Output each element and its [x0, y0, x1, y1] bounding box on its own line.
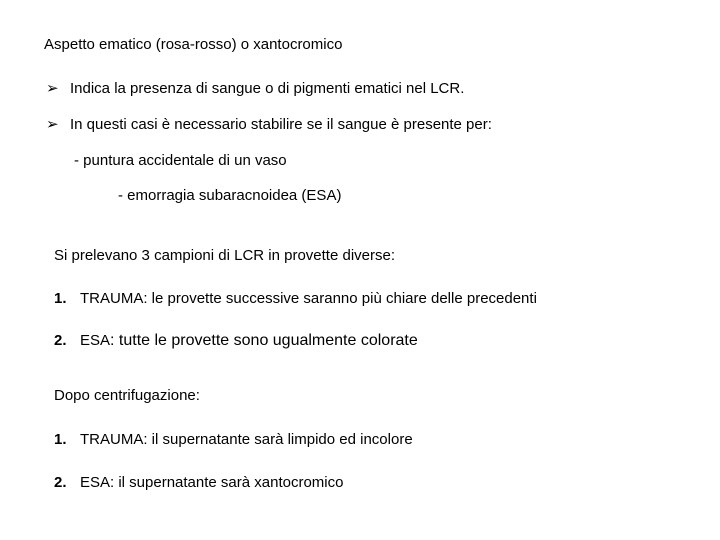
list-number: 1. — [54, 431, 67, 448]
list-number: 1. — [54, 290, 67, 307]
section2-item-2 — [54, 474, 343, 492]
sub-item-1: - puntura accidentale di un vaso — [74, 152, 287, 169]
list-text: : il supernatante sarà xantocromico — [110, 474, 344, 491]
arrow-bullet-icon: ➢ — [46, 80, 59, 97]
section2-intro: Dopo centrifugazione: — [54, 387, 200, 404]
section1-item-1 — [54, 290, 537, 308]
section2-item-1 — [54, 431, 413, 449]
list-label: TRAUMA — [80, 290, 144, 307]
bullet-text-1: Indica la presenza di sangue o di pigmenti ematici nel LCR. — [70, 80, 465, 97]
bullet-item-2 — [46, 116, 492, 134]
list-number: 2. — [54, 474, 67, 491]
list-text: : tutte le provette sono ugualmente colorate — [110, 332, 418, 349]
section1-item-2 — [54, 332, 418, 350]
sub-item-2: - emorragia subaracnoidea (ESA) — [118, 187, 342, 204]
arrow-bullet-icon: ➢ — [46, 116, 59, 133]
section1-intro: Si prelevano 3 campioni di LCR in provette diverse: — [54, 247, 396, 264]
list-text: : le provette successive saranno più chiare delle precedenti — [143, 290, 537, 307]
bullet-text-2: In questi casi è necessario stabilire se il sangue è presente per: — [70, 116, 492, 133]
bullet-item-1 — [46, 80, 464, 98]
list-label: TRAUMA — [80, 431, 144, 448]
list-label: ESA — [80, 332, 111, 349]
slide-title: Aspetto ematico (rosa-rosso) o xantocromico — [44, 36, 343, 53]
list-number: 2. — [54, 332, 67, 349]
list-label: ESA — [80, 474, 111, 491]
list-text: : il supernatante sarà limpido ed incolore — [143, 431, 413, 448]
